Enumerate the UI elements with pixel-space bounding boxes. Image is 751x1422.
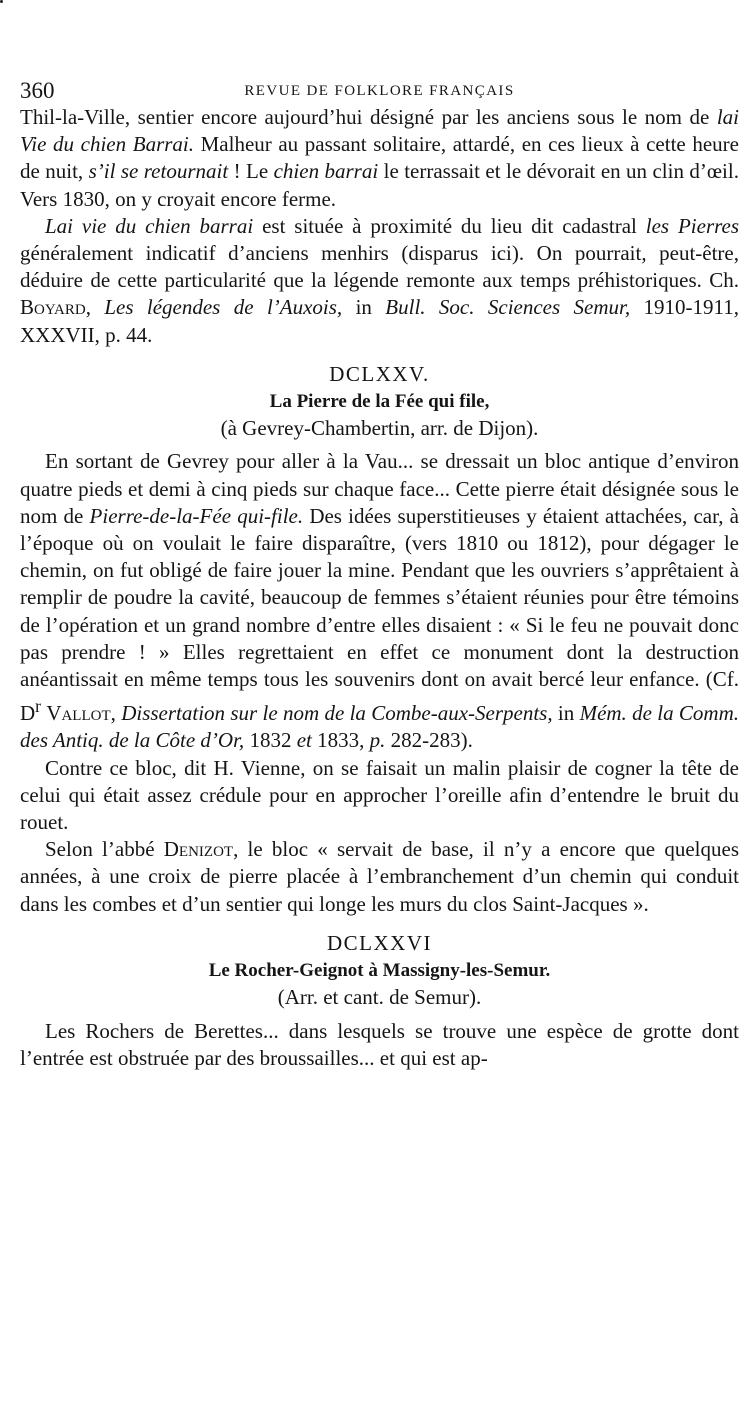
italic-run: lai Vie du chien Barrai. <box>20 105 739 157</box>
section-title: La Pierre de la Fée qui file, <box>269 391 490 413</box>
section-location: (Arr. et cant. de Semur). <box>277 985 482 1010</box>
author-name: Vallot <box>46 701 111 726</box>
paragraph-6: Les Rochers de Berettes... dans lesquels se trouve une espèce de grotte dont l’entrée est obstruée par des broussailles... et qui est ap- <box>20 1018 739 1070</box>
paragraph-3 <box>20 448 739 754</box>
text-run: 282-283). <box>385 728 473 753</box>
text-run: Thil-la-Ville, sentier encore aujourd’hui désigné par les anciens sous le nom de <box>20 105 717 129</box>
text-run: , <box>110 701 122 726</box>
text-run: généralement indicatif d’anciens menhirs (disparus ici). On pourrait, peut-être, déduire de cette particularité que la légende remonte aux temps préhistoriques. Ch. <box>20 241 739 293</box>
italic-run: Lai vie du chien barrai <box>45 213 254 238</box>
paragraph-1 <box>20 104 739 213</box>
section-location: (à Gevrey-Chambertin, arr. de Dijon). <box>220 416 539 441</box>
text-run: 1832 <box>244 728 297 753</box>
text-run: Des idées superstitieuses y étaient attachées, car, à l’époque où on voulait le faire disparaître, (vers 1810 ou 1812), pour dégager le chemin, on fut obligé de faire jouer la mine. Pendant que les ouvriers s’apprêtaient à remplir de poudre la cavité, beaucoup de femmes s’étaient réunies pour être témoins de l’opération et un grand nombre d’entre elles disaient : « Si le feu ne pouvait donc pas prendre ! » Elles regrettaient en effet ce monument dont la destruction anéantissait en même temps tous les souvenirs dont on avait bercé leur enfance. (Cf. D <box>20 503 739 726</box>
italic-run: s’il se retournait <box>88 159 229 184</box>
text-run: in <box>552 701 580 726</box>
italic-run: Mém. de la Comm. des Antiq. de la Côte d’Or, <box>20 701 739 753</box>
paragraph-5 <box>20 836 739 918</box>
text-run: , le bloc « servait de base, il n’y a encore que quelques années, à une croix de pierre placée à l’embranchement d’un chemin qui conduit dans les combes et d’un sentier qui longe les murs du clos Saint-Jacques ». <box>20 837 739 916</box>
text-run: Selon l’abbé <box>45 837 164 862</box>
italic-run: chien barrai <box>273 159 379 184</box>
text-run: Malheur au passant solitaire, attardé, en ces lieux à cette heure de nuit, <box>20 132 739 184</box>
author-name: Denizot <box>163 837 234 862</box>
section-number: DCLXXVI <box>327 930 432 955</box>
italic-run: les Pierres <box>645 213 740 238</box>
superscript: r <box>35 696 41 717</box>
text-run: , <box>85 295 105 320</box>
document-page <box>20 74 739 1072</box>
italic-run: Bull. Soc. Sciences Semur, <box>385 295 631 320</box>
italic-run: Pierre-de-la-Fée qui-file. <box>89 503 304 528</box>
italic-run: Dissertation sur le nom de la Combe-aux-Serpents, <box>121 701 553 726</box>
text-run: En sortant de Gevrey pour aller à la Vau... se dressait un bloc antique d’environ quatre pieds et demi à cinq pieds sur chaque face... Cette pierre était désignée sous le nom de <box>20 449 739 528</box>
author-name: Boyard <box>20 295 86 320</box>
italic-run: et <box>296 728 312 753</box>
text-run: 1833, <box>311 728 370 753</box>
text-run: le terrassait et le dévorait en un clin d’œil. Vers 1830, on y croyait encore ferme. <box>20 159 739 211</box>
italic-run: Les légendes de l’Auxois, <box>104 295 343 320</box>
speck-mark <box>0 0 3 3</box>
running-title: REVUE DE FOLKLORE FRANÇAIS <box>244 83 515 99</box>
page-header <box>20 74 739 104</box>
paragraph-4: Contre ce bloc, dit H. Vienne, on se faisait un malin plaisir de cogner la tête de celui qui était assez crédule pour en approcher l’oreille afin d’entendre le bruit du rouet. <box>20 755 739 835</box>
paragraph-2 <box>20 213 739 349</box>
text-run: 1910-1911, XXXVII, p. 44. <box>20 295 739 347</box>
section-number: DCLXXV. <box>329 361 430 386</box>
text-run: ! Le <box>228 159 274 184</box>
page-number: 360 <box>20 78 55 103</box>
text-run: in <box>342 295 386 320</box>
italic-run: p. <box>369 728 386 753</box>
text-run: est située à proximité du lieu dit cadastral <box>253 213 646 238</box>
section-title: Le Rocher-Geignot à Massigny-les-Semur. <box>208 960 551 982</box>
